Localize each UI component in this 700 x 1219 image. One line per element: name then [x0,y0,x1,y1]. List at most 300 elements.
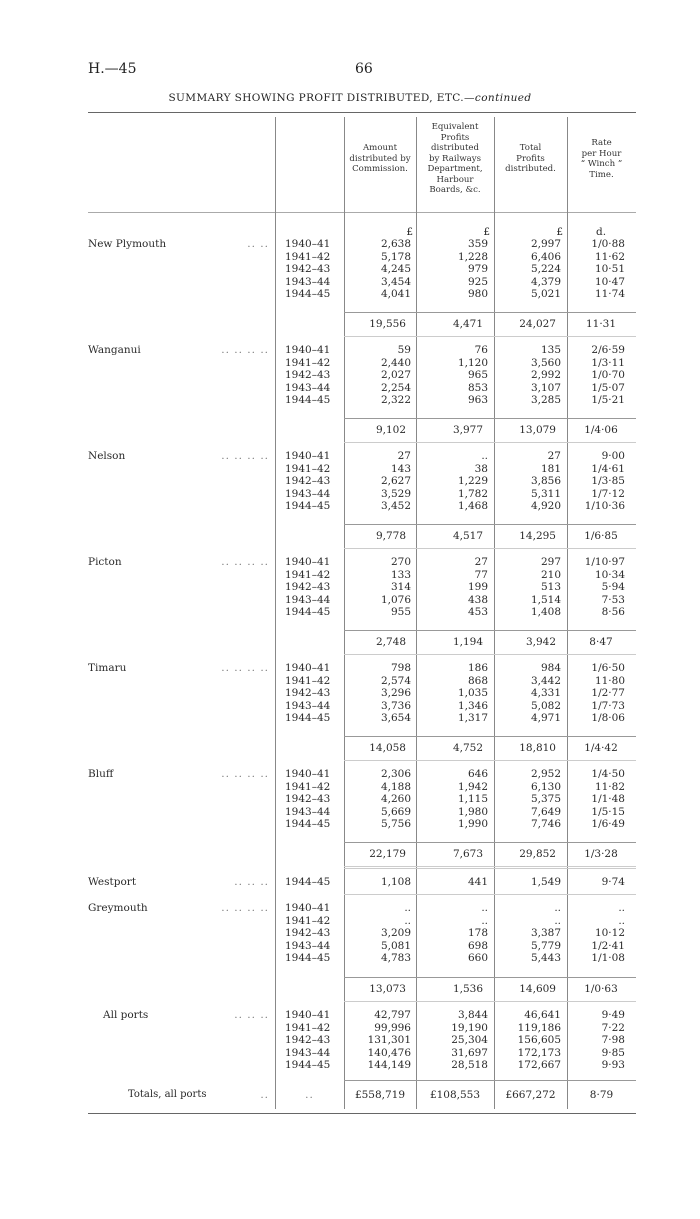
period-cell: 1944–45 [285,606,331,619]
rate-cell: 7·98 [601,1034,625,1047]
total-cell: 2,997 [530,238,561,250]
equiv-cell: 1,115 [457,793,488,806]
amount-cell: 3,209 [380,927,411,940]
rate-cell: 1/0·88 [591,238,625,250]
equiv-cell: 1,229 [457,475,488,488]
rate-cell: 1/7·12 [591,487,625,500]
subtotal-amount: 13,073 [369,983,406,995]
total-cell: 6,130 [530,780,561,793]
subtotal-rule [344,312,636,313]
column-header-rate-line: Rate [591,138,612,148]
subtotal-rule [344,842,636,843]
rate-cell: 1/1·48 [591,793,625,806]
subtotal-equiv: 7,673 [452,848,483,860]
amount-cell: 144,149 [367,1059,411,1072]
total-cell: 1,408 [530,606,561,619]
subtotal-amount: 2,748 [375,636,406,648]
column-header-total-line: Profits [516,153,545,164]
amount-cell: 3,454 [380,275,411,288]
amount-cell: .. [404,902,411,914]
column-header-equiv-line: Equivalent [431,122,479,132]
rate-cell: 1/2·41 [591,939,625,952]
subtotal-total: 14,295 [519,530,556,542]
total-cell: 135 [540,344,561,356]
period-cell: 1941–42 [285,250,331,263]
amount-column-divider [344,117,345,1109]
equiv-cell: .. [481,914,488,927]
total-cell: 5,443 [530,952,561,965]
equiv-cell: 178 [467,927,488,940]
column-header-equiv-line: Profits [440,132,470,143]
subtotal-rate: 1/3·28 [584,848,618,860]
amount-cell: 4,245 [380,263,411,276]
column-header-amount-line: Amount [362,143,398,153]
total-cell: 4,379 [530,275,561,288]
subtotal-rate: 1/0·63 [584,983,618,995]
subtotal-rate: 1/4·42 [584,742,618,754]
amount-cell: 140,476 [367,1046,411,1059]
total-cell: 7,649 [530,805,561,818]
port-leader-dots: .. .. [247,238,269,250]
port-name: Greymouth [88,902,148,914]
unit-equiv: £ [483,226,490,238]
amount-cell: 5,081 [380,939,411,952]
total-cell: 297 [540,556,561,568]
amount-cell: 270 [390,556,411,568]
amount-cell: 314 [390,581,411,594]
total-cell: 6,406 [530,250,561,263]
port-leader-dots: .. .. .. .. [221,662,269,674]
period-column-divider [275,117,276,1109]
subtotal-bottom-rule [344,1001,636,1002]
subtotal-equiv: 4,471 [452,318,483,330]
total-cell: 3,560 [530,356,561,369]
total-cell: 156,605 [517,1034,561,1047]
column-header-equiv-line: Harbour [436,174,474,185]
column-header-rate-line: Time. [589,169,614,180]
equiv-cell: .. [481,450,488,462]
column-header-total-line: distributed. [505,164,556,174]
unit-amount: £ [406,226,413,238]
rate-cell: 1/6·50 [591,662,625,674]
amount-cell: 3,452 [380,500,411,513]
period-cell: 1943–44 [285,1046,331,1059]
amount-cell: 2,627 [380,475,411,488]
total-cell: 172,667 [517,1059,561,1072]
column-header-amount-line: Commission. [352,164,408,174]
subtotal-bottom-rule [344,442,636,443]
rate-cell: 1/3·11 [591,356,625,369]
total-cell: 181 [540,462,561,475]
rate-cell: 1/5·15 [591,805,625,818]
total-cell: 4,971 [530,712,561,725]
amount-cell: 4,260 [380,793,411,806]
subtotal-bottom-rule [344,654,636,655]
amount-cell: 2,254 [380,381,411,394]
period-cell: 1943–44 [285,593,331,606]
header-bottom-rule [88,212,636,213]
column-header-equiv-line: by Railways [428,153,482,164]
equiv-cell: 77 [474,568,488,581]
period-cell: 1942–43 [285,1034,331,1047]
equiv-cell: .. [481,902,488,914]
totals-equiv: £108,553 [429,1089,481,1101]
subtotal-total: 29,852 [519,848,556,860]
subtotal-rate: 8·47 [589,636,613,648]
rate-cell: 1/4·61 [591,462,625,475]
equiv-cell: 1,980 [457,805,488,818]
column-header-total-line: Total [519,143,542,153]
total-cell: 7,746 [530,818,561,831]
column-header-amount-line: distributed by [349,153,411,164]
subtotal-total: 14,609 [519,983,556,995]
amount-cell: 59 [397,344,411,356]
amount-cell: 3,736 [380,699,411,712]
port-name: Bluff [88,768,114,780]
equiv-cell: 1,468 [457,500,488,513]
total-cell: 3,285 [530,394,561,407]
subtotal-equiv: 1,536 [452,983,483,995]
subtotal-equiv: 3,977 [452,424,483,436]
equiv-cell: 186 [467,662,488,674]
amount-cell: 4,041 [380,288,411,301]
equiv-cell: 453 [467,606,488,619]
rate-cell: 11·82 [594,780,625,793]
subtotal-bottom-rule [344,336,636,337]
amount-cell: 2,440 [380,356,411,369]
rate-cell: 9·00 [601,450,625,462]
rate-cell: 9·49 [601,1009,625,1021]
rate-cell: .. [618,914,625,927]
total-cell: 1,549 [530,876,561,888]
subtotal-amount: 9,778 [375,530,406,542]
amount-cell: 4,188 [380,780,411,793]
subtotal-rule [344,418,636,419]
rate-cell: 11·62 [594,250,625,263]
amount-cell: 2,306 [380,768,411,780]
rate-cell: 9·74 [601,876,625,888]
amount-cell: 5,756 [380,818,411,831]
period-cell: 1942–43 [285,687,331,700]
rate-cell: 1/10·36 [584,500,625,513]
total-cell: 4,920 [530,500,561,513]
period-cell: 1944–45 [285,500,331,513]
period-cell: 1941–42 [285,356,331,369]
amount-cell: 2,574 [380,674,411,687]
period-cell: 1942–43 [285,793,331,806]
subtotal-bottom-rule [344,548,636,549]
equiv-cell: 1,120 [457,356,488,369]
equiv-cell: 27 [474,556,488,568]
port-leader-dots: .. .. .. .. [221,344,269,356]
equiv-cell: 979 [467,263,488,276]
equiv-cell: 698 [467,939,488,952]
total-cell: 5,082 [530,699,561,712]
amount-cell: 99,996 [374,1021,411,1034]
equiv-cell: 3,844 [457,1009,488,1021]
subtotal-rule [344,630,636,631]
subtotal-total: 18,810 [519,742,556,754]
period-cell: 1944–45 [285,952,331,965]
port-name: Picton [88,556,122,568]
rate-cell: 8·56 [601,606,625,619]
total-cell: 210 [540,568,561,581]
period-cell: 1944–45 [285,712,331,725]
subtotal-equiv: 1,194 [452,636,483,648]
rate-column-divider [567,117,568,1109]
total-cell: 513 [540,581,561,594]
amount-cell: 3,296 [380,687,411,700]
equiv-cell: 963 [467,394,488,407]
subtotal-bottom-rule [344,760,636,761]
equiv-cell: 76 [474,344,488,356]
amount-cell: 1,076 [380,593,411,606]
totals-leader-dots: .. [260,1089,269,1101]
port-leader-dots: .. .. .. .. [221,768,269,780]
equiv-cell: 199 [467,581,488,594]
period-cell: 1942–43 [285,263,331,276]
subtotal-rate: 1/6·85 [584,530,618,542]
westport-top-rule [344,868,636,869]
equiv-cell: 441 [467,876,488,888]
period-cell: 1943–44 [285,381,331,394]
equiv-cell: 868 [467,674,488,687]
port-leader-dots: .. .. .. [234,1009,269,1021]
period-cell: 1944–45 [285,1059,331,1072]
equiv-cell: 980 [467,288,488,301]
total-cell: 3,442 [530,674,561,687]
period-cell: 1942–43 [285,369,331,382]
rate-cell: 1/5·07 [591,381,625,394]
rate-cell: 2/6·59 [591,344,625,356]
period-cell: 1940–41 [285,662,331,674]
equiv-cell: 31,697 [451,1046,488,1059]
totals-rate: 8·79 [589,1089,614,1101]
amount-cell: 131,301 [367,1034,411,1047]
rate-cell: 1/1·08 [591,952,625,965]
rate-cell: 1/0·70 [591,369,625,382]
period-cell: 1940–41 [285,768,331,780]
document-reference: H.—45 [88,61,137,77]
total-cell: 5,375 [530,793,561,806]
subtotal-rule [344,736,636,737]
total-cell: 46,641 [524,1009,561,1021]
equiv-cell: 925 [467,275,488,288]
subtotal-amount: 19,556 [369,318,406,330]
rate-cell: 1/4·50 [591,768,625,780]
period-cell: 1943–44 [285,487,331,500]
port-name: All ports [103,1009,149,1021]
port-name: Wanganui [88,344,141,356]
port-name: New Plymouth [88,238,167,250]
title-main: SUMMARY SHOWING PROFIT DISTRIBUTED, ETC. [168,92,465,104]
rate-cell: 10·12 [594,927,625,940]
total-cell: 119,186 [517,1021,561,1034]
rate-cell: 10·47 [594,275,625,288]
header-top-rule [88,112,636,113]
amount-cell: 2,027 [380,369,411,382]
equiv-cell: 646 [467,768,488,780]
total-column-divider [494,117,495,1109]
equiv-cell: 1,990 [457,818,488,831]
total-cell: 172,173 [517,1046,561,1059]
subtotal-equiv: 4,517 [452,530,483,542]
rate-cell: 5·94 [601,581,625,594]
totals-label: Totals, all ports [128,1089,207,1100]
equiv-cell: 1,942 [457,780,488,793]
period-cell: 1944–45 [285,876,331,888]
totals-amount: £558,719 [354,1089,406,1101]
rate-cell: 1/5·21 [591,394,625,407]
total-cell: 1,514 [530,593,561,606]
rate-cell: 1/7·73 [591,699,625,712]
total-cell: 984 [540,662,561,674]
subtotal-equiv: 4,752 [452,742,483,754]
amount-cell: 5,178 [380,250,411,263]
period-cell: 1940–41 [285,344,331,356]
equiv-cell: 853 [467,381,488,394]
rate-cell: 1/6·49 [591,818,625,831]
amount-cell: 3,654 [380,712,411,725]
subtotal-bottom-rule [344,866,636,867]
subtotal-amount: 22,179 [369,848,406,860]
period-cell: 1941–42 [285,1021,331,1034]
period-cell: 1940–41 [285,238,331,250]
rate-cell: 7·22 [601,1021,625,1034]
port-leader-dots: .. .. .. .. [221,902,269,914]
amount-cell: 2,638 [380,238,411,250]
period-cell: 1944–45 [285,288,331,301]
subtotal-total: 24,027 [519,318,556,330]
equiv-cell: 1,782 [457,487,488,500]
period-cell: 1941–42 [285,674,331,687]
port-name: Westport [88,876,137,888]
rate-cell: 11·74 [594,288,625,301]
column-header-rate-line: per Hour [581,148,622,159]
unit-rate: d. [595,226,607,238]
rate-cell: 9·85 [601,1046,625,1059]
port-leader-dots: .. .. .. .. [221,450,269,462]
total-cell: 3,856 [530,475,561,488]
rate-cell: 1/10·97 [584,556,625,568]
total-cell: 4,331 [530,687,561,700]
total-cell: 3,387 [530,927,561,940]
column-header-total [494,143,567,175]
subtotal-rule [344,524,636,525]
amount-cell: 4,783 [380,952,411,965]
rate-cell: 10·51 [594,263,625,276]
period-cell: 1942–43 [285,475,331,488]
amount-cell: 3,529 [380,487,411,500]
equiv-cell: 1,317 [457,712,488,725]
equiv-column-divider [416,117,417,1109]
amount-cell: 1,108 [380,876,411,888]
subtotal-amount: 9,102 [375,424,406,436]
equiv-cell: 1,035 [457,687,488,700]
port-leader-dots: .. .. .. .. [221,556,269,568]
amount-cell: 5,669 [380,805,411,818]
total-cell: 2,952 [530,768,561,780]
subtotal-rule [344,977,636,978]
period-cell: 1941–42 [285,568,331,581]
period-cell: 1941–42 [285,780,331,793]
total-cell: 5,224 [530,263,561,276]
column-header-amount [344,143,416,175]
total-cell: 5,311 [530,487,561,500]
total-cell: .. [554,902,561,914]
period-cell: 1940–41 [285,450,331,462]
rate-cell: .. [618,902,625,914]
equiv-cell: 660 [467,952,488,965]
period-cell: 1943–44 [285,699,331,712]
rate-cell: 7·53 [601,593,625,606]
amount-cell: 27 [397,450,411,462]
unit-total: £ [556,226,563,238]
amount-cell: 2,322 [380,394,411,407]
amount-cell: 798 [390,662,411,674]
column-header-rate-line: “ Winch ” [580,159,623,169]
amount-cell: 42,797 [374,1009,411,1021]
port-name: Timaru [88,662,127,674]
period-cell: 1941–42 [285,462,331,475]
rate-cell: 9·93 [601,1059,625,1072]
rate-cell: 1/2·77 [591,687,625,700]
equiv-cell: 965 [467,369,488,382]
column-header-equiv [416,122,494,196]
table-bottom-rule [88,1113,636,1114]
amount-cell: .. [404,914,411,927]
period-cell: 1940–41 [285,556,331,568]
equiv-cell: 19,190 [451,1021,488,1034]
column-header-equiv-line: Boards, &c. [429,185,481,195]
period-cell: 1941–42 [285,914,331,927]
page-number: 66 [355,61,373,77]
equiv-cell: 28,518 [451,1059,488,1072]
total-cell: 27 [547,450,561,462]
port-name: Nelson [88,450,126,462]
period-cell: 1943–44 [285,275,331,288]
column-header-equiv-line: distributed [430,143,480,153]
equiv-cell: 1,346 [457,699,488,712]
rate-cell: 10·34 [594,568,625,581]
equiv-cell: 25,304 [451,1034,488,1047]
period-cell: 1944–45 [285,394,331,407]
table-title [0,92,700,104]
rate-cell: 1/8·06 [591,712,625,725]
subtotal-amount: 14,058 [369,742,406,754]
subtotal-rate: 11·31 [585,318,617,330]
period-cell: 1943–44 [285,939,331,952]
subtotal-total: 3,942 [525,636,556,648]
period-cell: 1944–45 [285,818,331,831]
subtotal-rate: 1/4·06 [584,424,618,436]
total-cell: 3,107 [530,381,561,394]
totals-total: £667,272 [505,1089,556,1101]
period-cell: 1940–41 [285,1009,331,1021]
subtotal-total: 13,079 [519,424,556,436]
amount-cell: 955 [390,606,411,619]
total-cell: .. [554,914,561,927]
rate-cell: 11·80 [594,674,625,687]
port-leader-dots: .. .. .. [234,876,269,888]
westport-bottom-rule [344,894,636,895]
equiv-cell: 38 [474,462,488,475]
column-header-equiv-line: Department, [427,164,483,174]
period-cell: 1940–41 [285,902,331,914]
period-cell: 1942–43 [285,927,331,940]
rate-cell: 1/3·85 [591,475,625,488]
period-cell: 1942–43 [285,581,331,594]
